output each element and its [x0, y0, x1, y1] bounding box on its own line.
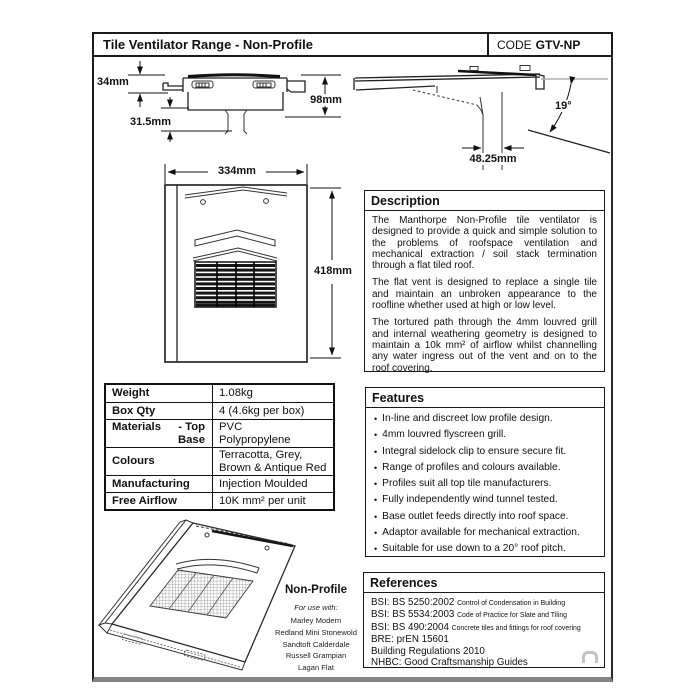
dim-98mm: 98mm [305, 94, 347, 106]
spec-table [104, 383, 335, 511]
bullet-icon: • [374, 495, 378, 506]
dim-334mm: 334mm [208, 165, 266, 177]
reference-item: BSI: BS 490:2004 Concrete tiles and fittings for roof covering [371, 621, 581, 633]
bullet-icon: • [374, 544, 378, 555]
spec-label: Manufacturing [106, 475, 212, 492]
bullet-icon: • [374, 430, 378, 441]
compatible-tile: Sandtoft Calderdale [282, 639, 350, 649]
for-use-with-label: For use with: [294, 603, 338, 612]
code-label: CODE [497, 37, 532, 52]
description-paragraph: The tortured path through the 4mm louvred grill and internal weathering geometry is designed to maintain a 10k mm² of airflow whilst channelling any water ingress out of the vent and on to the roof covering. [372, 317, 597, 374]
dim-418mm: 418mm [308, 265, 358, 277]
spec-value: Injection Moulded [212, 475, 333, 492]
references-list [364, 593, 604, 669]
feature-item: • Suitable for use down to a 20° roof pitch. [374, 543, 566, 555]
feature-item: • Adaptor available for mechanical extraction. [374, 527, 580, 539]
compatible-tile: Russell Grampian [285, 651, 347, 661]
references-box [363, 572, 605, 668]
manthorpe-logo-icon [582, 651, 598, 663]
spec-label: Free Airflow [106, 492, 212, 509]
reference-item: BRE: prEN 15601 [371, 634, 449, 646]
features-list [366, 408, 604, 560]
spec-label: Box Qty [106, 402, 212, 419]
spec-value: 10K mm² per unit [212, 492, 333, 509]
description-text [365, 211, 604, 384]
features-heading: Features [366, 388, 604, 408]
reference-item: NHBC: Good Craftsmanship Guides [371, 657, 528, 669]
features-box [365, 387, 605, 557]
description-box [364, 190, 605, 372]
louvre-slot-left [192, 81, 213, 88]
dim-34mm: 34mm [97, 76, 129, 88]
dim-48-25mm: 48.25mm [462, 153, 524, 165]
product-code [487, 34, 611, 55]
description-paragraph: The flat vent is designed to replace a single tile and maintain an unbroken appearance to the roofline whether used at high or low level. [372, 277, 597, 312]
bullet-icon: • [374, 511, 378, 522]
bullet-icon: • [374, 462, 378, 473]
feature-item: • Fully independently wind tunnel tested. [374, 494, 558, 506]
feature-item: • 4mm louvred flyscreen grill. [374, 429, 507, 441]
spec-label-materials: Materials - Top Base [106, 419, 212, 447]
compatible-tile: Lagan Flat [298, 663, 334, 673]
bullet-icon: • [374, 414, 378, 424]
vent-isometric [99, 520, 295, 670]
vent-face [165, 185, 307, 362]
bullet-icon: • [374, 479, 378, 490]
dim-31-5mm: 31.5mm [130, 116, 171, 128]
spec-value: 4 (4.6kg per box) [212, 402, 333, 419]
dim-19deg: 19° [555, 100, 572, 112]
title-bar [92, 32, 613, 57]
louvre-grill [195, 262, 276, 307]
isometric-caption [268, 584, 364, 674]
compatible-tile: Marley Modern [290, 616, 342, 625]
spec-label: Weight [112, 387, 150, 400]
spec-value-colours: Terracotta, Grey, Brown & Antique Red [212, 447, 333, 475]
feature-item: • Range of profiles and colours available. [374, 461, 561, 473]
pitch-angle [528, 79, 610, 153]
reference-item: BSI: BS 5534:2003 Code of Practice for Slate and Tiling [371, 609, 568, 621]
bullet-icon: • [374, 446, 378, 457]
reference-item: Building Regulations 2010 [371, 645, 485, 657]
description-paragraph: The Manthorpe Non-Profile tile ventilator is designed to provide a quick and simple solution to the problems of roofspace ventilation and mechanical extraction / soil stack termination through a flat tiled roof. [372, 215, 597, 272]
vent-side-profile [163, 73, 305, 134]
compatible-tile: Redland Mini Stonewold [275, 627, 357, 637]
feature-item: • In-line and discreet low profile design. [374, 413, 553, 424]
description-heading: Description [365, 191, 604, 211]
profile-name: Non-Profile [285, 584, 347, 596]
reference-item: BSI: BS 5250:2002 Control of Condensation in Building [371, 597, 566, 608]
feature-item: • Base outlet feeds directly into roof space. [374, 510, 569, 522]
page-title: Tile Ventilator Range - Non-Profile [103, 37, 313, 52]
louvre-slot-right [253, 81, 275, 88]
spec-value-materials: PVC Polypropylene [212, 419, 333, 447]
spec-value: 1.08kg [212, 385, 333, 402]
bullet-icon: • [374, 528, 378, 539]
code-value: GTV-NP [535, 37, 581, 52]
feature-item: • Profiles suit all top tile manufacturers. [374, 478, 552, 490]
feature-item: • Integral sidelock clip to ensure secure fit. [374, 445, 567, 457]
references-heading: References [364, 573, 604, 593]
spec-label: Colours [106, 447, 212, 475]
